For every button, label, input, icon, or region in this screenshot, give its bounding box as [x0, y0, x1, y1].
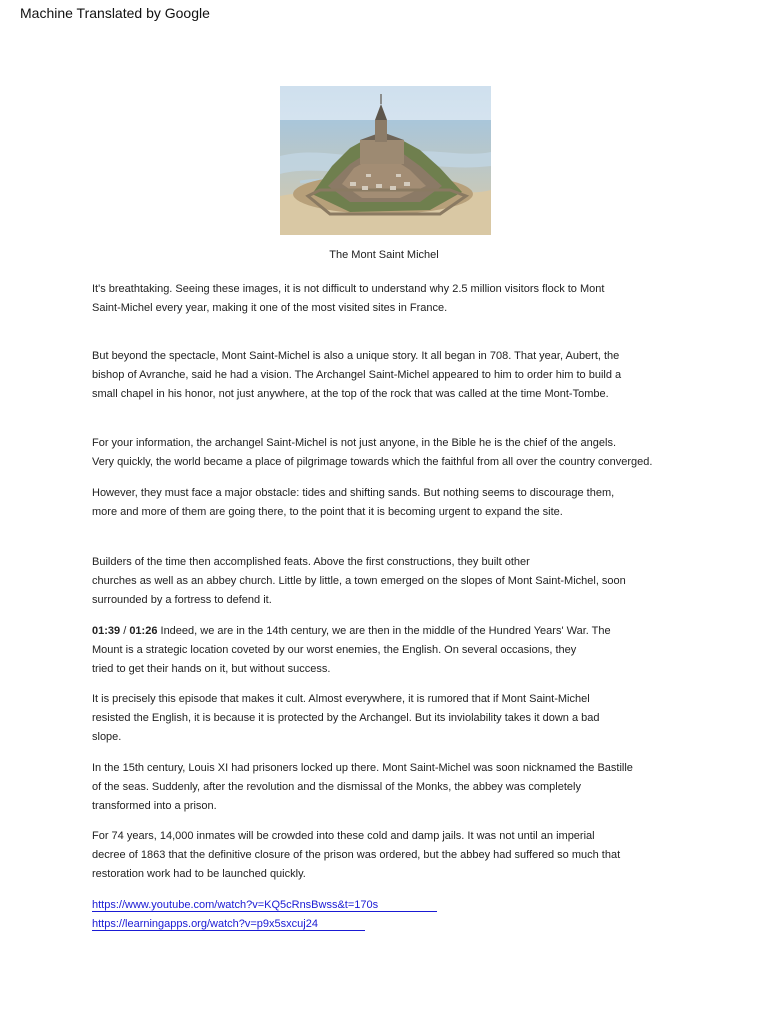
text-line: In the 15th century, Louis XI had prisoners locked up there. Mont Saint-Michel was soon nicknamed the Bastille — [92, 762, 633, 774]
text-line: resisted the English, it is because it is protected by the Archangel. But its inviolability takes it down a bad — [92, 712, 600, 724]
timestamp-text: Indeed, we are in the 14th century, we are then in the middle of the Hundred Years' War. The — [157, 625, 611, 637]
paragraph-history — [92, 347, 692, 404]
paragraph-restoration — [92, 827, 692, 884]
link-underline — [92, 911, 437, 912]
text-line: small chapel in his honor, not just anywhere, at the top of the rock that was called at the time Mont-Tombe. — [92, 388, 609, 400]
text-line: transformed into a prison. — [92, 800, 217, 812]
text-line: But beyond the spectacle, Mont Saint-Michel is also a unique story. It all began in 708. That year, Aubert, the — [92, 350, 620, 362]
text-line: more and more of them are going there, to the point that it is becoming urgent to expand the site. — [92, 506, 563, 518]
photo-caption: The Mont Saint Michel — [329, 249, 439, 261]
youtube-link[interactable]: https://www.youtube.com/watch?v=KQ5cRnsBwss&t=170s — [92, 899, 379, 911]
text-line: restoration work had to be launched quickly. — [92, 868, 306, 880]
timestamp-separator: / — [120, 625, 130, 637]
text-line: bishop of Avranche, said he had a vision. The Archangel Saint-Michel appeared to him to order him to build a — [92, 369, 622, 381]
text-line: It's breathtaking. Seeing these images, it is not difficult to understand why 2.5 million visitors flock to Mont — [92, 283, 605, 295]
timestamp-start: 01:39 — [92, 625, 121, 637]
text-line: Very quickly, the world became a place of pilgrimage towards which the faithful from all over the country converged. — [92, 456, 653, 468]
paragraph-obstacle — [92, 484, 692, 522]
text-line: surrounded by a fortress to defend it. — [92, 594, 272, 606]
text-line: Saint-Michel every year, making it one of the most visited sites in France. — [92, 302, 448, 314]
timestamp-end: 01:26 — [129, 625, 158, 637]
text-line: It is precisely this episode that makes it cult. Almost everywhere, it is rumored that if Mont Saint-Michel — [92, 693, 590, 705]
paragraph-legend — [92, 690, 692, 747]
text-line: decree of 1863 that the definitive closure of the prison was ordered, but the abbey had suffered so much that — [92, 849, 621, 861]
paragraph-archangel — [92, 434, 692, 472]
link-underline — [92, 930, 365, 931]
machine-translation-banner: Machine Translated by Google — [20, 5, 210, 21]
paragraph-prison — [92, 759, 692, 816]
text-line: For 74 years, 14,000 inmates will be crowded into these cold and damp jails. It was not until an imperial — [92, 830, 595, 842]
paragraph-builders — [92, 553, 692, 610]
mont-saint-michel-photo — [280, 86, 491, 235]
text-line: tried to get their hands on it, but without success. — [92, 663, 331, 675]
text-line: Mount is a strategic location coveted by our worst enemies, the English. On several occasions, they — [92, 644, 577, 656]
text-line — [92, 622, 692, 641]
text-line: churches as well as an abbey church. Little by little, a town emerged on the slopes of Mont Saint-Michel, soon — [92, 575, 626, 587]
paragraph-hundred-years-war — [92, 622, 692, 679]
text-line: of the seas. Suddenly, after the revolution and the dismissal of the Monks, the abbey was completely — [92, 781, 581, 793]
text-line: Builders of the time then accomplished feats. Above the first constructions, they built other — [92, 556, 530, 568]
paragraph-intro — [92, 280, 692, 318]
text-line: For your information, the archangel Saint-Michel is not just anyone, in the Bible he is the chief of the angels. — [92, 437, 617, 449]
learningapps-link[interactable]: https://learningapps.org/watch?v=p9x5sxcuj24 — [92, 918, 318, 930]
text-line: slope. — [92, 731, 122, 743]
text-line: However, they must face a major obstacle: tides and shifting sands. But nothing seems to discourage them, — [92, 487, 615, 499]
